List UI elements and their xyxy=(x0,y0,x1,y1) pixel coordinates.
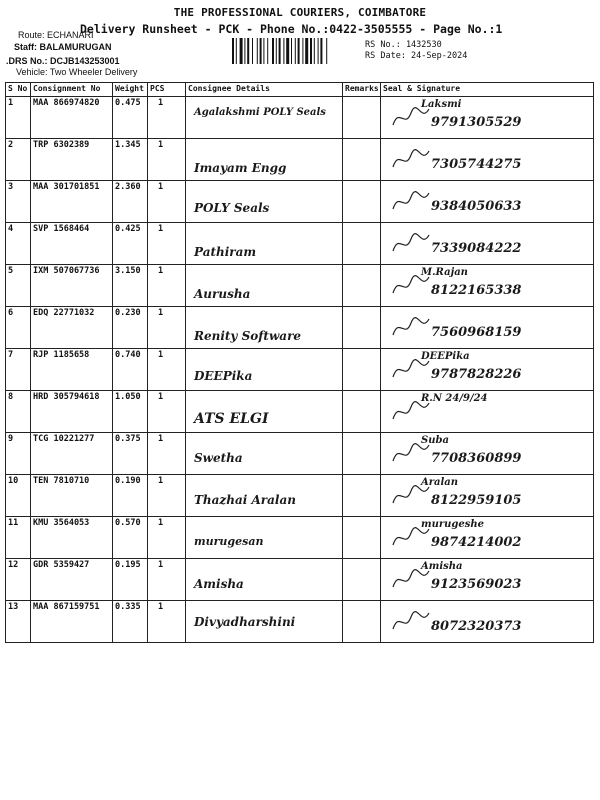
runsheet-subtitle: Delivery Runsheet - PCK - Phone No.:0422-3505555 - Page No.:1 xyxy=(80,22,503,36)
signature-scribble xyxy=(391,187,431,217)
row-sno: 10 xyxy=(6,475,31,517)
consignee-name: Swetha xyxy=(194,451,243,465)
seal-signature-cell xyxy=(381,601,594,643)
table-row xyxy=(6,601,594,643)
remarks-cell xyxy=(343,391,381,433)
staff-label: Staff: BALAMURUGAN xyxy=(14,42,112,52)
table-row xyxy=(6,391,594,433)
row-sno: 12 xyxy=(6,559,31,601)
consignee-name: Pathiram xyxy=(194,245,257,259)
remarks-cell xyxy=(343,475,381,517)
signature-name: Laksmi xyxy=(421,99,462,110)
signature-name: Amisha xyxy=(421,561,463,572)
signature-name: M.Rajan xyxy=(421,267,468,278)
pcs-value: 1 xyxy=(148,433,186,475)
remarks-cell xyxy=(343,433,381,475)
signature-name: murugeshe xyxy=(421,519,485,530)
pcs-value: 1 xyxy=(148,559,186,601)
seal-signature-cell xyxy=(381,181,594,223)
consignee-name: murugesan xyxy=(194,535,264,548)
consignment-number: TEN 7810710 xyxy=(31,475,113,517)
consignee-details xyxy=(186,97,343,139)
consignee-name: POLY Seals xyxy=(194,201,270,215)
signature-scribble xyxy=(391,271,431,301)
signature-scribble xyxy=(391,481,431,511)
signature-phone: 9123569023 xyxy=(431,577,522,592)
weight-value: 1.050 xyxy=(113,391,148,433)
pcs-value: 1 xyxy=(148,223,186,265)
consignee-details xyxy=(186,391,343,433)
consignee-details xyxy=(186,475,343,517)
row-sno: 1 xyxy=(6,97,31,139)
seal-signature-cell xyxy=(381,559,594,601)
col-sno: S No xyxy=(6,83,31,97)
signature-scribble xyxy=(391,397,431,427)
consignee-details xyxy=(186,559,343,601)
table-row xyxy=(6,307,594,349)
row-sno: 6 xyxy=(6,307,31,349)
table-row xyxy=(6,349,594,391)
signature-scribble xyxy=(391,313,431,343)
consignee-name: Agalakshmi POLY Seals xyxy=(194,107,326,118)
signature-phone: 9787828226 xyxy=(431,367,522,382)
col-consignment: Consignment No xyxy=(31,83,113,97)
pcs-value: 1 xyxy=(148,349,186,391)
signature-scribble xyxy=(391,145,431,175)
signature-phone: 7305744275 xyxy=(431,157,522,172)
row-sno: 7 xyxy=(6,349,31,391)
consignment-number: EDQ 22771032 xyxy=(31,307,113,349)
consignment-number: MAA 301701851 xyxy=(31,181,113,223)
weight-value: 0.335 xyxy=(113,601,148,643)
table-row xyxy=(6,181,594,223)
consignee-details xyxy=(186,433,343,475)
signature-scribble xyxy=(391,607,431,637)
remarks-cell xyxy=(343,139,381,181)
signature-scribble xyxy=(391,355,431,385)
row-sno: 5 xyxy=(6,265,31,307)
seal-signature-cell xyxy=(381,139,594,181)
row-sno: 13 xyxy=(6,601,31,643)
table-row xyxy=(6,97,594,139)
table-row xyxy=(6,223,594,265)
consignment-number: RJP 1185658 xyxy=(31,349,113,391)
consignee-details xyxy=(186,349,343,391)
row-sno: 2 xyxy=(6,139,31,181)
weight-value: 0.230 xyxy=(113,307,148,349)
weight-value: 0.740 xyxy=(113,349,148,391)
seal-signature-cell xyxy=(381,97,594,139)
route-label: Route: ECHANARI xyxy=(18,30,94,40)
row-sno: 11 xyxy=(6,517,31,559)
col-pcs: PCS xyxy=(148,83,186,97)
consignment-number: SVP 1568464 xyxy=(31,223,113,265)
row-sno: 8 xyxy=(6,391,31,433)
drs-number: .DRS No.: DCJB143253001 xyxy=(6,56,120,66)
consignment-number: GDR 5359427 xyxy=(31,559,113,601)
remarks-cell xyxy=(343,349,381,391)
seal-signature-cell xyxy=(381,307,594,349)
table-row xyxy=(6,559,594,601)
seal-signature-cell xyxy=(381,265,594,307)
col-remarks: Remarks xyxy=(343,83,381,97)
seal-signature-cell xyxy=(381,349,594,391)
signature-scribble xyxy=(391,229,431,259)
company-title: THE PROFESSIONAL COURIERS, COIMBATORE xyxy=(173,6,427,19)
consignee-details xyxy=(186,601,343,643)
row-sno: 3 xyxy=(6,181,31,223)
rs-number: RS No.: 1432530 xyxy=(365,40,442,50)
row-sno: 9 xyxy=(6,433,31,475)
consignee-details xyxy=(186,307,343,349)
consignment-number: MAA 866974820 xyxy=(31,97,113,139)
consignment-number: TRP 6302389 xyxy=(31,139,113,181)
signature-name: R.N 24/9/24 xyxy=(421,393,488,404)
weight-value: 0.375 xyxy=(113,433,148,475)
signature-phone: 8072320373 xyxy=(431,619,522,634)
remarks-cell xyxy=(343,307,381,349)
weight-value: 0.190 xyxy=(113,475,148,517)
consignee-name: Imayam Engg xyxy=(194,161,287,175)
consignee-name: Renity Software xyxy=(194,329,302,343)
consignee-details xyxy=(186,517,343,559)
seal-signature-cell xyxy=(381,433,594,475)
weight-value: 0.475 xyxy=(113,97,148,139)
runsheet-table xyxy=(5,82,594,643)
table-row xyxy=(6,475,594,517)
table-header-row xyxy=(6,83,594,97)
col-seal-signature: Seal & Signature xyxy=(381,83,594,97)
signature-scribble xyxy=(391,523,431,553)
pcs-value: 1 xyxy=(148,181,186,223)
consignee-name: Amisha xyxy=(194,577,244,591)
pcs-value: 1 xyxy=(148,307,186,349)
consignee-details xyxy=(186,265,343,307)
signature-phone: 8122959105 xyxy=(431,493,522,508)
consignee-details xyxy=(186,223,343,265)
signature-phone: 8122165338 xyxy=(431,283,522,298)
vehicle-label: Vehicle: Two Wheeler Delivery xyxy=(16,67,138,77)
remarks-cell xyxy=(343,601,381,643)
pcs-value: 1 xyxy=(148,265,186,307)
weight-value: 0.195 xyxy=(113,559,148,601)
remarks-cell xyxy=(343,223,381,265)
table-row xyxy=(6,433,594,475)
pcs-value: 1 xyxy=(148,139,186,181)
signature-phone: 7560968159 xyxy=(431,325,522,340)
remarks-cell xyxy=(343,181,381,223)
remarks-cell xyxy=(343,559,381,601)
row-sno: 4 xyxy=(6,223,31,265)
remarks-cell xyxy=(343,265,381,307)
consignment-number: TCG 10221277 xyxy=(31,433,113,475)
seal-signature-cell xyxy=(381,517,594,559)
signature-scribble xyxy=(391,103,431,133)
pcs-value: 1 xyxy=(148,601,186,643)
rs-date: RS Date: 24-Sep-2024 xyxy=(365,51,468,61)
consignee-name: Thazhai Aralan xyxy=(194,493,296,507)
table-row xyxy=(6,265,594,307)
consignment-number: HRD 305794618 xyxy=(31,391,113,433)
consignee-name: DEEPika xyxy=(194,369,253,383)
signature-phone: 9384050633 xyxy=(431,199,522,214)
signature-name: Suba xyxy=(421,435,449,446)
pcs-value: 1 xyxy=(148,517,186,559)
consignee-name: Aurusha xyxy=(194,287,251,301)
weight-value: 2.360 xyxy=(113,181,148,223)
weight-value: 0.570 xyxy=(113,517,148,559)
col-weight: Weight xyxy=(113,83,148,97)
col-consignee: Consignee Details xyxy=(186,83,343,97)
seal-signature-cell xyxy=(381,391,594,433)
table-row xyxy=(6,517,594,559)
pcs-value: 1 xyxy=(148,97,186,139)
consignee-details xyxy=(186,139,343,181)
table-row xyxy=(6,139,594,181)
signature-scribble xyxy=(391,565,431,595)
remarks-cell xyxy=(343,517,381,559)
consignment-number: KMU 3564053 xyxy=(31,517,113,559)
pcs-value: 1 xyxy=(148,475,186,517)
weight-value: 3.150 xyxy=(113,265,148,307)
consignee-name: Divyadharshini xyxy=(194,615,296,629)
weight-value: 0.425 xyxy=(113,223,148,265)
remarks-cell xyxy=(343,97,381,139)
signature-phone: 7339084222 xyxy=(431,241,522,256)
weight-value: 1.345 xyxy=(113,139,148,181)
consignment-number: MAA 867159751 xyxy=(31,601,113,643)
consignee-name: ATS ELGI xyxy=(194,411,269,427)
signature-phone: 9791305529 xyxy=(431,115,522,130)
consignment-number: IXM 507067736 xyxy=(31,265,113,307)
signature-phone: 7708360899 xyxy=(431,451,522,466)
barcode xyxy=(232,38,358,64)
signature-name: DEEPika xyxy=(421,351,470,362)
signature-name: Aralan xyxy=(421,477,459,488)
pcs-value: 1 xyxy=(148,391,186,433)
signature-scribble xyxy=(391,439,431,469)
consignee-details xyxy=(186,181,343,223)
signature-phone: 9874214002 xyxy=(431,535,522,550)
seal-signature-cell xyxy=(381,223,594,265)
seal-signature-cell xyxy=(381,475,594,517)
